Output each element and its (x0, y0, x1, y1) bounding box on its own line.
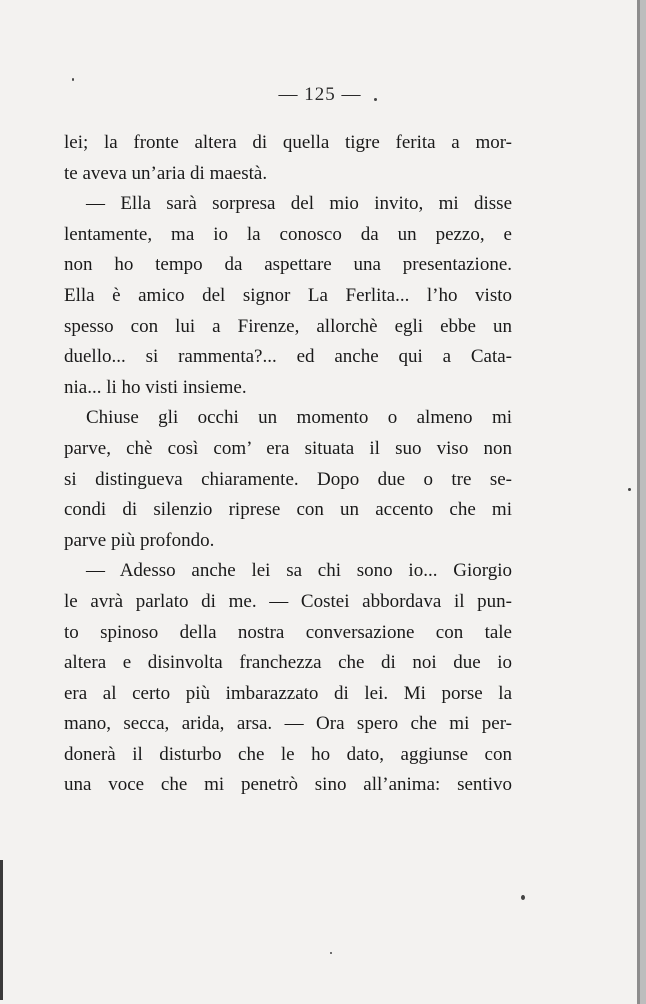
text-line: mano, secca, arida, arsa. — Ora spero che mi per- (64, 713, 512, 735)
text-line: spesso con lui a Firenze, allorchè egli ebbe un (64, 315, 512, 337)
text-line: te aveva un’aria di maestà. (64, 162, 268, 184)
text-line: si distingueva chiaramente. Dopo due o tre se- (64, 468, 512, 490)
text-line: una voce che mi penetrò sino all’anima: sentivo (64, 774, 512, 796)
text-line: — Adesso anche lei sa chi sono io... Giorgio (86, 560, 512, 582)
binding-edge-mark (0, 860, 3, 1000)
text-line: parve, chè così com’ era situata il suo viso non (64, 437, 512, 459)
text-line: duello... si rammenta?... ed anche qui a Cata- (64, 346, 512, 368)
body-text (64, 128, 512, 801)
text-line: le avrà parlato di me. — Costei abbordava il pun- (64, 590, 512, 612)
text-line: parve più profondo. (64, 529, 215, 551)
text-line: donerà il disturbo che le ho dato, aggiunse con (64, 743, 512, 765)
paper-speck (72, 78, 74, 81)
text-line: Chiuse gli occhi un momento o almeno mi (86, 407, 512, 429)
text-line: lentamente, ma io la conosco da un pezzo, e (64, 223, 512, 245)
text-line: — Ella sarà sorpresa del mio invito, mi disse (86, 193, 512, 215)
text-line: condi di silenzio riprese con un accento che mi (64, 499, 512, 521)
text-line: nia... li ho visti insieme. (64, 376, 247, 398)
text-line: lei; la fronte altera di quella tigre ferita a mor- (64, 132, 512, 153)
text-line: Ella è amico del signor La Ferlita... l’ho visto (64, 284, 512, 306)
text-line: non ho tempo da aspettare una presentazione. (64, 254, 512, 276)
paper-speck (374, 98, 377, 101)
paper-speck (628, 488, 631, 491)
text-line: to spinoso della nostra conversazione con tale (64, 621, 512, 643)
paper-speck (521, 895, 525, 900)
page-edge-shadow (637, 0, 640, 1004)
text-line: era al certo più imbarazzato di lei. Mi porse la (64, 682, 512, 704)
page-number: — 125 — (278, 84, 362, 105)
text-line: altera e disinvolta franchezza che di noi due io (64, 652, 512, 674)
paper-speck (330, 952, 332, 954)
